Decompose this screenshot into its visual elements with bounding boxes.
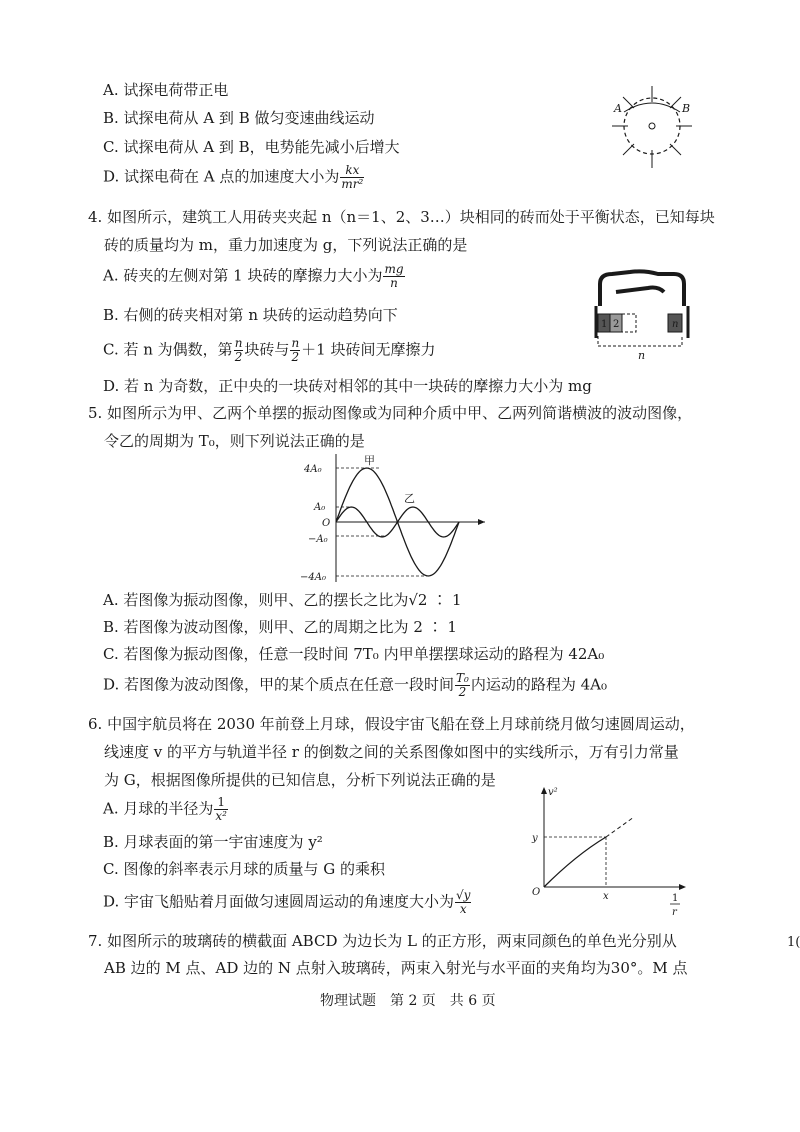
q4-fig-brick-2: 2 — [613, 319, 620, 330]
q5-fig-neg4A0: −4A₀ — [300, 572, 326, 583]
q4-option-c: C. 若 n 为偶数，第 $\frac{n}{2}$ 块砖与 $\frac{n}{2}$ ＋1 块砖间无摩擦力 — [103, 336, 436, 364]
q4-stem-line2: 砖的质量均为 m，重力加速度为 g，下列说法正确的是 — [104, 236, 468, 254]
q5-fig-jia: 甲 — [364, 454, 375, 467]
q7-stem-line2: AB 边的 M 点、AD 边的 N 点射入玻璃砖，两束入射光与水平面的夹角均为30°。M 点 — [104, 959, 688, 977]
q6-option-b: B. 月球表面的第一宇宙速度为 y² — [103, 833, 323, 851]
q6-option-a: A. 月球的半径为 $\frac{1}{\text{x²}}$ — [103, 795, 227, 823]
q3-fig-label-a: A — [614, 102, 622, 115]
page-footer: 物理试题 第 2 页 共 6 页 — [320, 993, 496, 1009]
q5-fig-negA0: −A₀ — [308, 534, 328, 545]
q5-fig-O: O — [322, 518, 331, 529]
q5-stem-line2: 令乙的周期为 T₀，则下列说法正确的是 — [104, 432, 365, 450]
q4-option-d: D. 若 n 为奇数，正中央的一块砖对相邻的其中一块砖的摩擦力大小为 mg — [103, 377, 592, 395]
q5-option-c: C. 若图像为振动图像，任意一段时间 7T₀ 内甲单摆摆球运动的路程为 42A₀ — [103, 645, 605, 663]
q6-fig-O: O — [532, 887, 541, 898]
q6-fig-r: r — [672, 907, 677, 918]
margin-mark: 1( — [787, 935, 800, 950]
q5-wave-graph — [300, 452, 490, 584]
q6-fig-v2: v² — [548, 787, 558, 798]
q7-stem-line1: 7. 如图所示的玻璃砖的横截面 ABCD 为边长为 L 的正方形，两束同颜色的单色光分别从 — [88, 932, 677, 950]
q6-stem-line1: 6. 中国宇航员将在 2030 年前登上月球，假设宇宙飞船在登上月球前绕月做匀速圆周运动， — [88, 715, 695, 733]
q6-option-d: D. 宇宙飞船贴着月面做匀速圆周运动的角速度大小为 $\frac{√y}{x}$ — [103, 888, 471, 916]
q5-option-b: B. 若图像为波动图像，则甲、乙的周期之比为 2 ∶ 1 — [103, 618, 457, 636]
q4-fig-count-n: n — [638, 349, 646, 362]
q3-option-c: C. 试探电荷从 A 到 B，电势能先减小后增大 — [103, 138, 400, 156]
q5-stem-line1: 5. 如图所示为甲、乙两个单摆的振动图像或为同种介质中甲、乙两列简谐横波的波动图像， — [88, 404, 693, 422]
q6-fig-y: y — [532, 833, 538, 844]
q6-stem-line3: 为 G，根据图像所提供的已知信息，分析下列说法正确的是 — [104, 771, 496, 789]
q6-v2-graph — [526, 783, 692, 919]
q4-brick-clamp-figure — [588, 262, 694, 362]
q6-fig-1: 1 — [672, 893, 679, 904]
q5-option-d: D. 若图像为波动图像，甲的某个质点在任意一段时间 $\frac{\text{T₀}}{2}$ 内运动的路程为 4A₀ — [103, 671, 608, 699]
q6-stem-line2: 线速度 v 的平方与轨道半径 r 的倒数之间的关系图像如图中的实线所示，万有引力常量 — [104, 743, 679, 761]
q4-fig-brick-n: n — [672, 319, 679, 330]
q4-fig-brick-1: 1 — [601, 319, 608, 330]
q4-option-b: B. 右侧的砖夹相对第 n 块砖的运动趋势向下 — [103, 306, 398, 324]
q3-fig-label-b: B — [682, 102, 691, 115]
q6-fig-x: x — [603, 891, 609, 902]
q5-option-a: A. 若图像为振动图像，则甲、乙的摆长之比为√2 ∶ 1 — [103, 591, 462, 609]
q4-stem-line1: 4. 如图所示，建筑工人用砖夹夹起 n（n＝1、2、3…）块相同的砖而处于平衡状态，已知每块 — [88, 208, 715, 226]
q6-option-c: C. 图像的斜率表示月球的质量与 G 的乘积 — [103, 860, 385, 878]
q3-option-d: D. 试探电荷在 A 点的加速度大小为 $\frac{kx}{\text{mr²}}$ — [103, 163, 364, 191]
q3-option-a: A. 试探电荷带正电 — [103, 81, 229, 99]
q4-option-a: A. 砖夹的左侧对第 1 块砖的摩擦力大小为 $\frac{mg}{n}$ — [103, 262, 404, 290]
q5-fig-A0: A₀ — [314, 502, 326, 513]
q5-fig-yi: 乙 — [404, 492, 415, 505]
q3-option-b: B. 试探电荷从 A 到 B 做匀变速曲线运动 — [103, 109, 375, 127]
q3-field-figure — [606, 82, 698, 172]
q5-fig-4A0: 4A₀ — [304, 464, 322, 475]
